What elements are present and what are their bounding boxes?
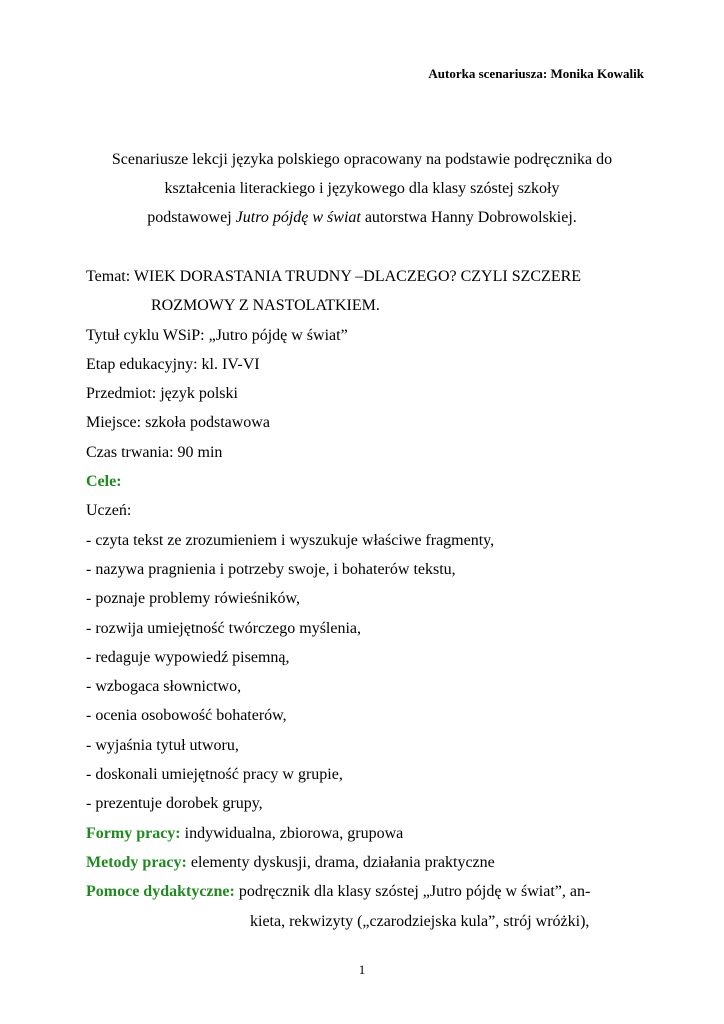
- page-number: 1: [358, 962, 366, 977]
- goal-item: - rozwija umiejętność twórczego myślenia,: [86, 619, 362, 637]
- methods-of-work: [86, 848, 646, 877]
- aids-value-2: kieta, rekwizyty („czarodziejska kula”, strój wróżki),: [250, 912, 590, 930]
- goal-item: - redaguje wypowiedź pisemną,: [86, 648, 290, 666]
- info-education-stage: Etap edukacyjny: kl. IV-VI: [86, 355, 260, 373]
- info-subject: Przedmiot: język polski: [86, 385, 238, 403]
- goal-item: - wyjaśnia tytuł utworu,: [86, 736, 239, 754]
- forms-of-work: [86, 819, 646, 848]
- info-cycle-title: Tytuł cyklu WSiP: „Jutro pójdę w świat”: [86, 326, 348, 344]
- goal-item: - poznaje problemy rówieśników,: [86, 590, 301, 608]
- goal-item: - doskonali umiejętność pracy w grupie,: [86, 766, 343, 784]
- forms-value: indywidualna, zbiorowa, grupowa: [180, 824, 404, 842]
- teaching-aids: [86, 877, 646, 906]
- topic-line-1: Temat: WIEK DORASTANIA TRUDNY –DLACZEGO? CZYLI SZCZERE: [86, 268, 582, 285]
- student-label: Uczeń:: [86, 502, 132, 520]
- goal-item: - czyta tekst ze zrozumieniem i wyszukuje właściwe fragmenty,: [86, 531, 495, 549]
- title-line-1: Scenariusze lekcji języka polskiego opracowany na podstawie podręcznika do: [111, 151, 613, 168]
- lesson-body: [86, 262, 646, 936]
- book-title: Jutro pójdę w świat: [235, 209, 361, 226]
- aids-value-1: podręcznik dla klasy szóstej „Jutro pójdę w świat”, an-: [234, 883, 591, 901]
- goal-item: - ocenia osobowość bohaterów,: [86, 707, 287, 725]
- methods-value: elementy dyskusji, drama, działania praktyczne: [186, 853, 495, 871]
- goal-item: - nazywa pragnienia i potrzeby swoje, i bohaterów tekstu,: [86, 560, 456, 578]
- forms-label: Formy pracy:: [86, 824, 181, 842]
- goals-heading: Cele:: [86, 473, 122, 491]
- aids-label: Pomoce dydaktyczne:: [86, 883, 235, 901]
- goal-item: - prezentuje dorobek grupy,: [86, 795, 263, 813]
- title-line-3: [0, 203, 724, 232]
- topic-line-2: ROZMOWY Z NASTOLATKIEM.: [151, 297, 380, 315]
- info-duration: Czas trwania: 90 min: [86, 443, 223, 461]
- goal-item: - wzbogaca słownictwo,: [86, 678, 242, 696]
- methods-label: Metody pracy:: [86, 853, 187, 871]
- title-line-2: kształcenia literackiego i językowego dla klasy szóstej szkoły: [164, 180, 560, 197]
- author-line: Autorka scenariusza: Monika Kowalik: [428, 66, 644, 81]
- title-line-3-post: autorstwa Hanny Dobrowolskiej.: [360, 209, 577, 226]
- document-title: [0, 145, 724, 232]
- info-place: Miejsce: szkoła podstawowa: [86, 414, 270, 432]
- title-line-3-pre: podstawowej: [147, 209, 236, 226]
